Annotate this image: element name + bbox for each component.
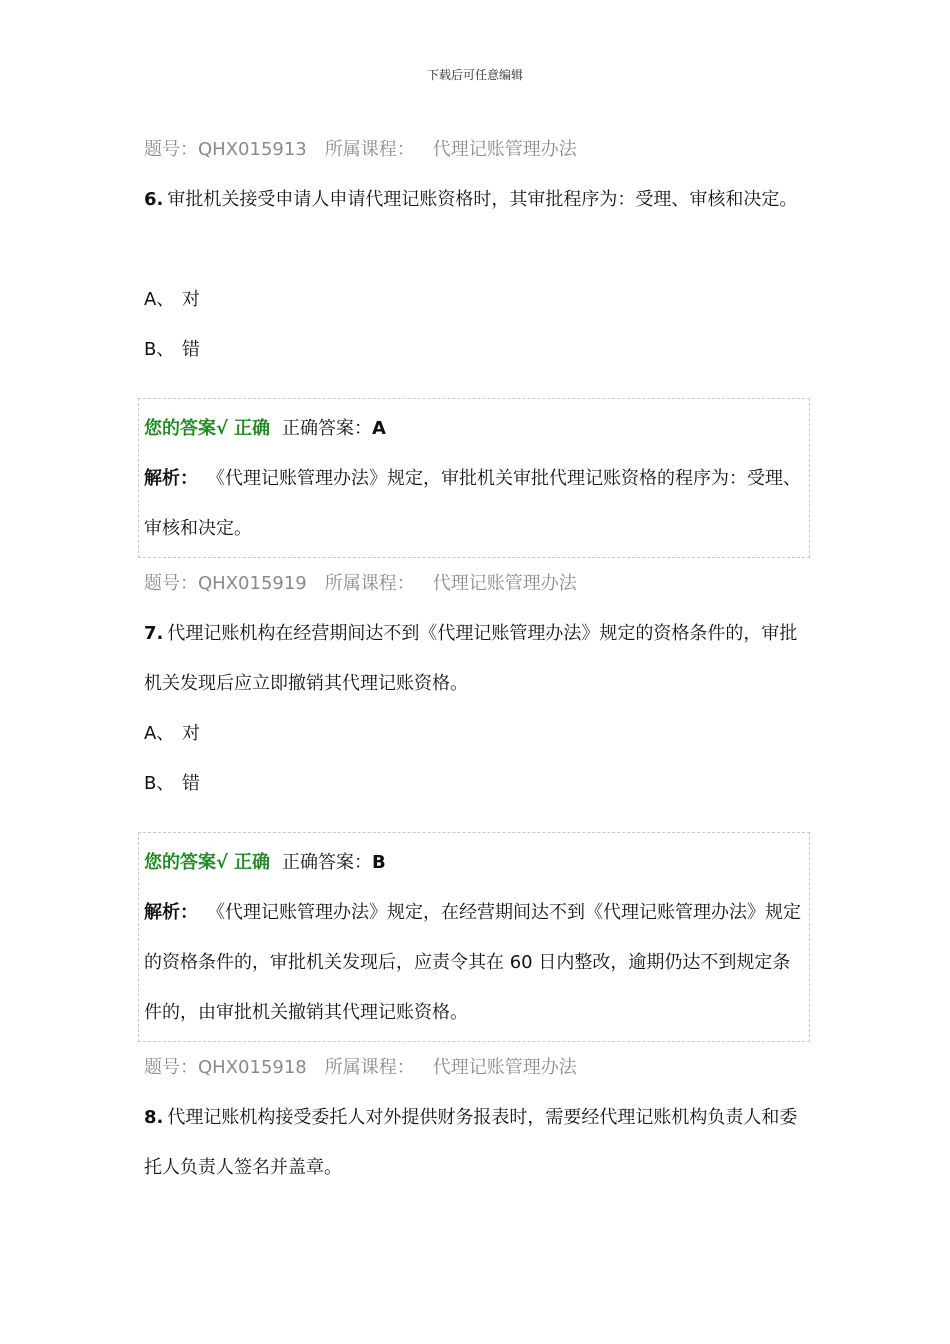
analysis-label: 解析： [144,902,198,923]
option-letter: A、 [144,289,175,310]
option-text: 错 [182,339,200,360]
option-text: 对 [182,723,200,744]
question-meta [144,137,814,163]
analysis [144,454,808,554]
answer-line [144,416,386,442]
question-body: 代理记账机构接受委托人对外提供财务报表时，需要经代理记账机构负责人和委托人负责人签名并盖章。 [144,1107,798,1178]
analysis-text: 《代理记账管理办法》规定，审批机关审批代理记账资格的程序为：受理、审核和决定。 [144,468,801,539]
course-label: 所属课程： [324,1057,415,1078]
question-text [144,175,814,225]
option-a[interactable] [144,287,200,313]
question-id: 题号：QHX015918 [144,1057,307,1078]
option-letter: B、 [144,773,175,794]
course-name: 代理记账管理办法 [432,573,577,594]
correct-answer [282,852,386,873]
option-text: 错 [182,773,200,794]
correct-answer-value: A [372,418,386,439]
option-b[interactable] [144,771,200,797]
result-badge: 正确 [234,418,271,439]
option-text: 对 [182,289,200,310]
correct-answer [282,418,386,439]
question-number: 8. [144,1107,164,1128]
answer-line [144,850,386,876]
question-meta [144,1055,814,1081]
question-number: 7. [144,623,164,644]
option-a[interactable] [144,721,200,747]
course-name: 代理记账管理办法 [432,139,577,160]
option-letter: B、 [144,339,175,360]
question-id: 题号：QHX015919 [144,573,307,594]
analysis-text: 《代理记账管理办法》规定，在经营期间达不到《代理记账管理办法》规定的资格条件的，审批机关发现后，应责令其在 60 日内整改，逾期仍达不到规定条件的，由审批机关撤销其代理记账资格。 [144,902,801,1023]
your-answer: 您的答案√ [144,852,229,873]
course-label: 所属课程： [324,139,415,160]
course-name: 代理记账管理办法 [432,1057,577,1078]
page-header-note: 下载后可任意编辑 [426,68,523,82]
question-body: 审批机关接受申请人申请代理记账资格时，其审批程序为：受理、审核和决定。 [167,189,798,210]
option-b[interactable] [144,337,200,363]
question-id: 题号：QHX015913 [144,139,307,160]
question-number: 6. [144,189,164,210]
question-text [144,1093,814,1193]
course-label: 所属课程： [324,573,415,594]
correct-answer-value: B [372,852,386,873]
result-badge: 正确 [234,852,271,873]
analysis-label: 解析： [144,468,198,489]
question-meta [144,571,814,597]
your-answer: 您的答案√ [144,418,229,439]
correct-answer-label: 正确答案： [282,418,373,439]
question-text [144,609,814,709]
question-body: 代理记账机构在经营期间达不到《代理记账管理办法》规定的资格条件的，审批机关发现后应立即撤销其代理记账资格。 [144,623,798,694]
option-letter: A、 [144,723,175,744]
correct-answer-label: 正确答案： [282,852,373,873]
analysis [144,888,808,1038]
